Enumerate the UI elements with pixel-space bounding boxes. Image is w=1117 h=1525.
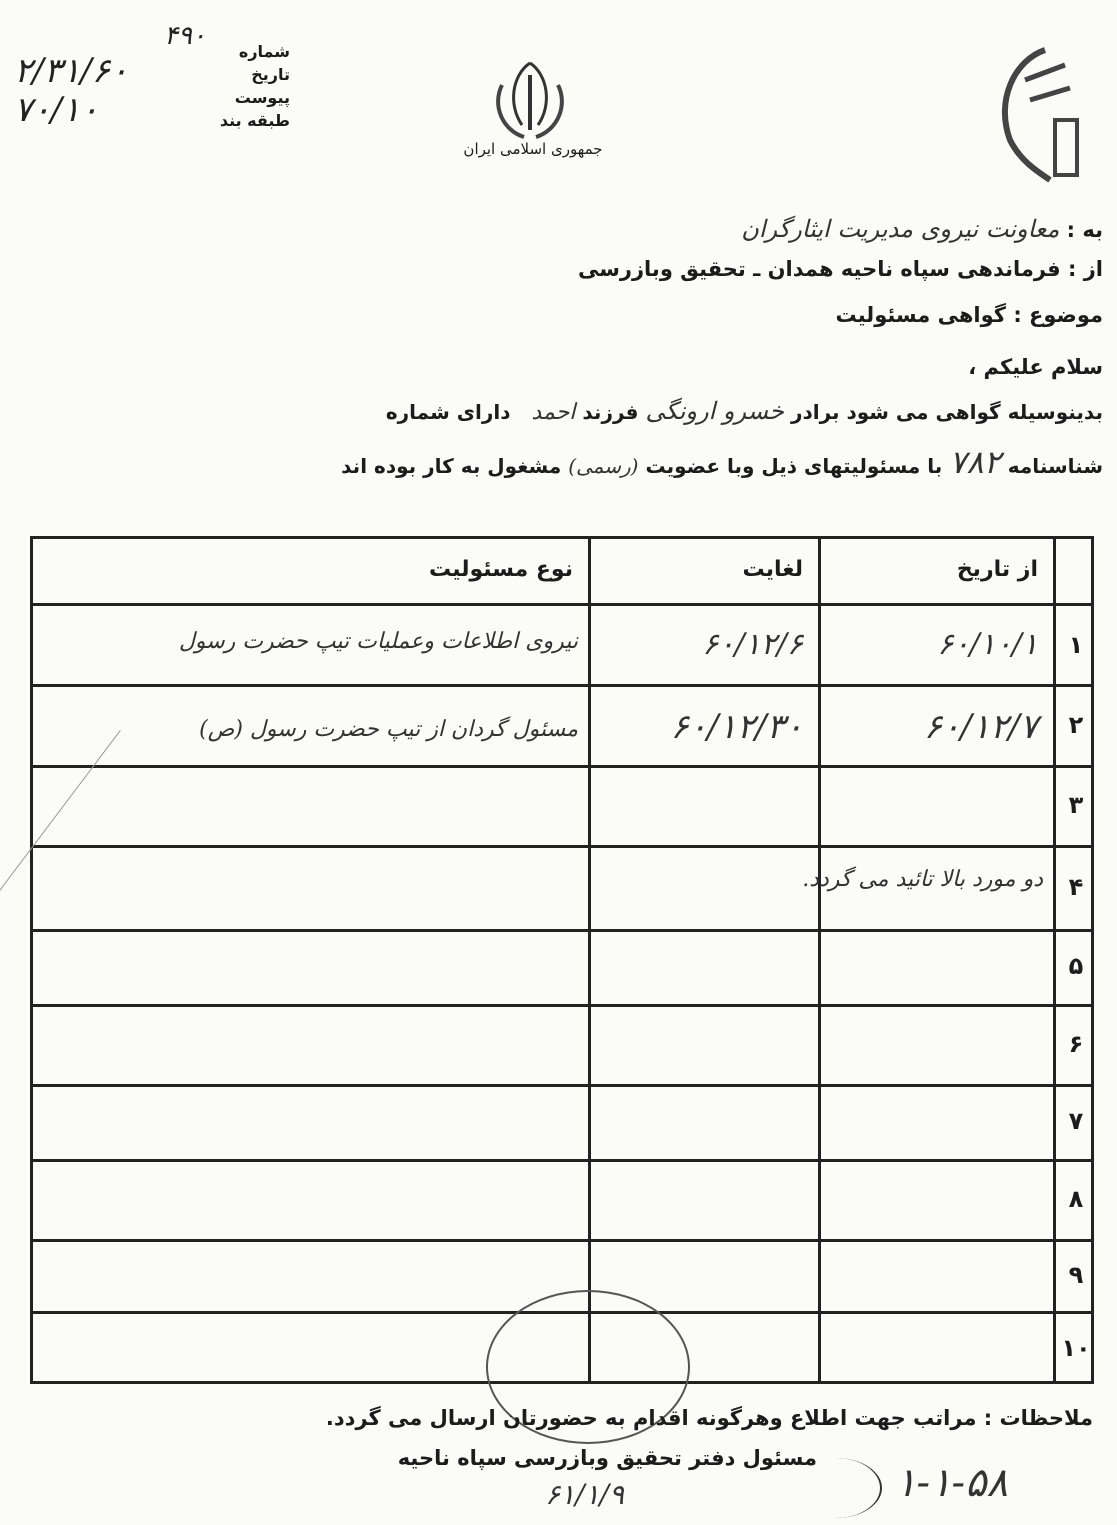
letter-number: ۴۹۰	[164, 21, 206, 51]
notes-line: ملاحظات : مراتب جهت اطلاع وهرگونه اقدام به حضورتان ارسال می گردد.	[325, 1406, 1093, 1430]
to-label: به :	[1066, 218, 1103, 242]
row-number: ۱	[1068, 631, 1084, 659]
country-name: جمهوری اسلامی ایران	[463, 140, 603, 158]
letter-date-secondary: ۷۰/۱۰	[14, 89, 99, 130]
row-number: ۱۰	[1061, 1334, 1091, 1362]
meta-label-number: شماره	[238, 42, 290, 61]
from-line	[578, 257, 1103, 281]
table-divider	[588, 539, 591, 1381]
table-divider	[33, 1004, 1091, 1007]
table-divider	[33, 1084, 1091, 1087]
body-text-1b: فرزند	[582, 400, 639, 424]
from-value: فرماندهی سپاه ناحیه همدان ـ تحقیق وبازرسی	[577, 257, 1061, 281]
signatory-title: مسئول دفتر تحقیق وبازرسی سپاه ناحیه	[397, 1446, 817, 1470]
row-from-date: ۶۰/۱۰/۱	[937, 627, 1038, 662]
body-line-2	[341, 443, 1103, 481]
row-type: نیروی اطلاعات وعملیات تیپ حضرت رسول	[178, 629, 578, 654]
letter-meta-labels	[170, 40, 290, 132]
archive-code: ۱-۱-۵۸	[895, 1460, 1008, 1506]
to-value: معاونت نیروی مدیریت ایثارگران	[741, 215, 1060, 243]
table-divider	[33, 684, 1091, 687]
body-text-1c: دارای شماره	[385, 400, 511, 424]
meta-label-attachment: پیوست	[234, 88, 290, 107]
header-type: نوع مسئولیت	[428, 557, 573, 582]
membership-status: (رسمی)	[568, 454, 639, 478]
meta-label-date: تاریخ	[251, 65, 290, 84]
from-label: از :	[1068, 257, 1103, 281]
table-divider	[33, 765, 1091, 768]
to-line	[741, 215, 1103, 243]
row-number: ۵	[1068, 952, 1084, 980]
row-number: ۶	[1068, 1030, 1084, 1058]
table-divider	[33, 1239, 1091, 1242]
id-number: ۷۸۲	[949, 443, 1001, 481]
row-number: ۳	[1068, 791, 1084, 819]
table-divider	[33, 929, 1091, 932]
table-divider	[33, 1159, 1091, 1162]
greeting	[968, 355, 1103, 379]
row-from-date: ۶۰/۱۲/۷	[923, 707, 1038, 747]
approval-note: دو مورد بالا تائید می گردد.	[802, 867, 1043, 892]
table-divider	[33, 845, 1091, 848]
row-number: ۹	[1068, 1261, 1084, 1289]
subject-label: موضوع :	[1013, 303, 1103, 327]
table-divider	[33, 603, 1091, 606]
body-text-1a: بدینوسیله گواهی می شود برادر	[790, 400, 1103, 424]
header-from: از تاریخ	[956, 557, 1038, 582]
row-to-date: ۶۰/۱۲/۶	[702, 627, 803, 662]
subject-value: گواهی مسئولیت	[835, 303, 1006, 327]
responsibility-table	[30, 536, 1094, 1384]
body-text-2a: شناسنامه	[1007, 454, 1103, 478]
person-name: خسرو ارونگی	[645, 397, 784, 425]
body-text-2c: مشغول به کار بوده اند	[341, 454, 562, 478]
meta-label-classification: طبقه بند	[219, 111, 290, 130]
header-to: لغایت	[742, 557, 803, 582]
row-number: ۲	[1068, 711, 1084, 739]
bracket-mark	[790, 1458, 882, 1518]
table-divider	[818, 539, 821, 1381]
subject-line	[836, 303, 1104, 327]
row-to-date: ۶۰/۱۲/۳۰	[670, 707, 803, 747]
father-name: احمد	[531, 400, 576, 425]
body-text-2b: با مسئولیتهای ذیل وبا عضویت	[645, 454, 943, 478]
row-number: ۷	[1068, 1107, 1084, 1135]
letter-date: ۲/۳۱/۶۰	[14, 50, 129, 91]
letter-meta-handwritten	[14, 21, 206, 130]
row-type: مسئول گردان از تیپ حضرت رسول (ص)	[199, 717, 578, 742]
row-number: ۸	[1068, 1185, 1084, 1213]
body-line-1	[386, 397, 1103, 425]
iran-emblem-icon	[482, 55, 578, 145]
row-number: ۴	[1068, 873, 1084, 901]
handwritten-date: ۶۱/۱/۹	[545, 1478, 625, 1511]
greeting-text: سلام علیکم ،	[968, 355, 1103, 379]
irgc-logo-icon	[975, 40, 1085, 190]
